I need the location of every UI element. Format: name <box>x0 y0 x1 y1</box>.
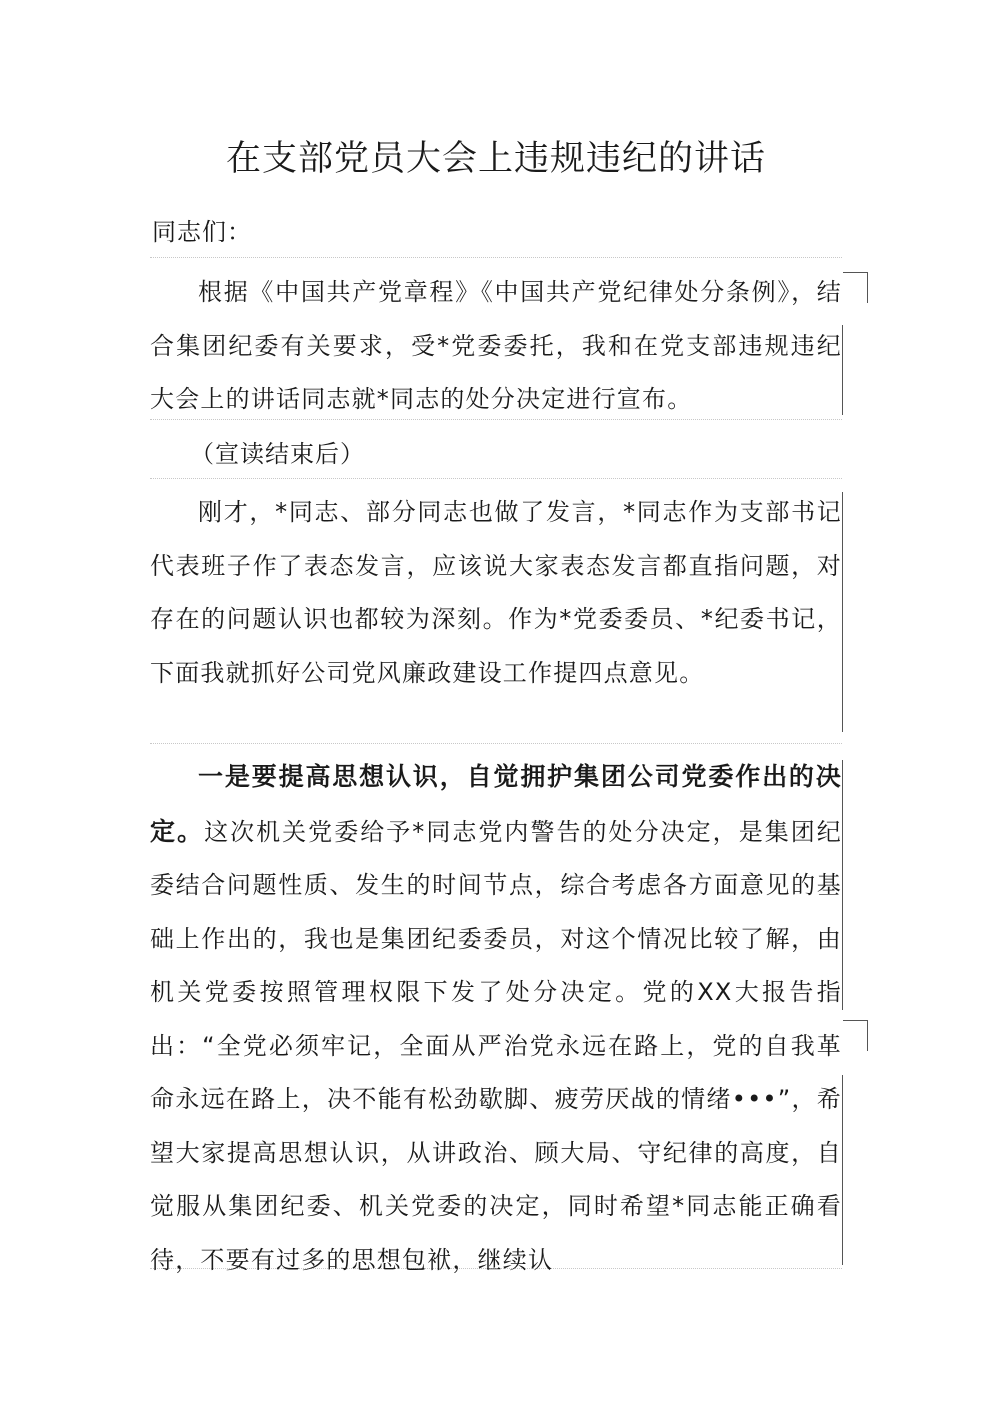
margin-line-mark <box>842 325 843 415</box>
margin-line-mark <box>842 492 843 732</box>
document-title: 在支部党员大会上违规违纪的讲话 <box>225 139 766 179</box>
margin-line-mark <box>842 1075 843 1265</box>
guide-rule <box>150 743 842 744</box>
guide-rule <box>150 478 842 479</box>
greeting: 同志们： <box>152 218 252 246</box>
paragraph-2: （宣读结束后） <box>190 440 365 468</box>
margin-corner-mark <box>843 272 868 303</box>
margin-line-mark <box>842 760 843 1010</box>
paragraph-1: 根据《中国共产党章程》《中国共产党纪律处分条例》，结合集团纪委有关要求，受*党委委托，我和在党支部违规违纪大会上的讲话同志就*同志的处分决定进行宣布。 <box>150 278 842 413</box>
paragraph-4-lead: 一是要提高思想认识，自觉拥护集团公司党委作出的决定。 <box>150 762 842 846</box>
paragraph-3: 刚才，*同志、部分同志也做了发言，*同志作为支部书记代表班子作了表态发言，应该说大家表态发言都直指问题，对存在的问题认识也都较为深刻。作为*党委委员、*纪委书记，下面我就抓好公司党风廉政建设工作提四点意见。 <box>150 498 842 687</box>
guide-rule <box>150 257 842 258</box>
margin-corner-mark <box>843 1020 868 1051</box>
paragraph-4-body: 这次机关党委给予*同志党内警告的处分决定，是集团纪委结合问题性质、发生的时间节点，综合考虑各方面意见的基础上作出的，我也是集团纪委委员，对这个情况比较了解，由机关党委按照管理权限下发了处分决定。党的XX大报告指出：“全党必须牢记，全面从严治党永远在路上，党的自我革命永远在路上，决不能有松劲歇脚、疲劳厌战的情绪•••”，希望大家提高思想认识，从讲政治、顾大局、守纪律的高度，自觉服从集团纪委、机关党委的决定，同时希望*同志能正确看待，不要有过多的思想包袱，继续认 <box>150 817 842 1274</box>
paragraph-4 <box>150 750 842 1287</box>
